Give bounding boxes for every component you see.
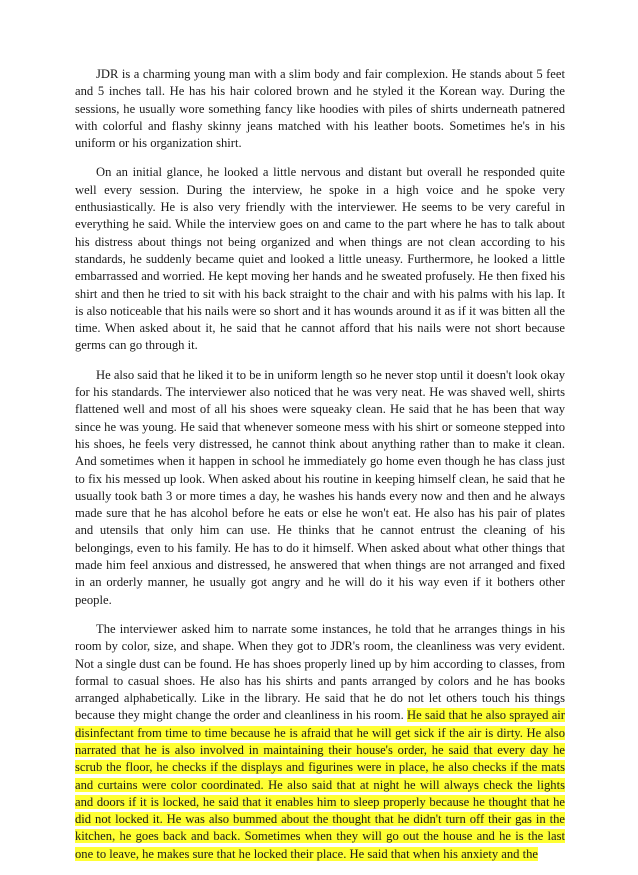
paragraph-appearance: JDR is a charming young man with a slim body and fair complexion. He stands about 5 feet and 5 inches tall. He has his hair colored brown and he styled it the Korean way. During the sessions, he usually wore something fancy like hoodies with piles of shirts underneath patnered with colorful and flashy skinny jeans matched with his leather boots. Sometimes he's in his uniform or his organization shirt. (75, 67, 565, 151)
paragraph-behavior: On an initial glance, he looked a little nervous and distant but overall he responded quite well every session. During the interview, he spoke in a high voice and he spoke very enthusiastically. He is also very friendly with the interviewer. He seems to be very careful in everything he said. While the interview goes on and came to the part where he has to talk about his distress about things not being organized and when things are not clean according to his standards, he suddenly became quiet and looked a little uneasy. Furthermore, he looked a little embarrassed and worried. He kept moving her hands and he sweated profusely. He then fixed his shirt and then he tried to sit with his back straight to the chair and with his palms with his lap. It is also noticeable that his nails were so short and it has wounds around it as if it was bitten all the time. When asked about it, he said that he cannot afford that his nails were not short because germs can go through it. (75, 165, 565, 353)
highlighted-text: He said that he also sprayed air disinfectant from time to time because he is afraid that he will get sick if the air is dirty. He also narrated that he is also involved in maintaining their house's order, he said that every day he scrub the floor, he checks if the displays and figurines were in place, he also checks if the mats and curtains were color coordinated. He also said that at night he will always check the lights and doors if it is locked, he said that it enables him to sleep properly because he thought that he did not locked it. He was also bummed about the thought that he didn't turn off their gas in the kitchen, he goes back and back. Sometimes when they will go out the house and he is the last one to leave, he makes sure that he locked their place. He said that when his anxiety and the (75, 708, 565, 861)
paragraph-room-order-text: The interviewer asked him to narrate some instances, he told that he arranges things in his room by color, size, and shape. When they got to JDR's room, the cleanliness was very evident. Not a single dust can be found. He has shoes properly lined up by him according to classes, from formal to casual shoes. He also has his shirts and pants arranged by colors and he has books arranged alphabetically. Like in the library. He said that he do not let others touch his things because they might change the order and cleanliness in his room. (75, 621, 565, 723)
paragraph-room-order (75, 621, 565, 863)
document-body (75, 66, 565, 875)
paragraph-neatness: He also said that he liked it to be in uniform length so he never stop until it doesn't look okay for his standards. The interviewer also noticed that he was very neat. He was shaved well, shirts flattened well and most of all his shoes were squeaky clean. He said that he has been that way since he was young. He said that whenever someone mess with his shirt or someone stepped into his shoes, he feels very distressed, he cannot think about anything rather than to make it clean. And sometimes when it happen in school he immediately go home even though he has class just to fix his messed up look. When asked about his routine in keeping himself clean, he said that he usually took bath 3 or more times a day, he washes his hands every now and then and he always made sure that he has alcohol before he eats or else he won't eat. He also has his pair of plates and utensils that only him can use. He thinks that he cannot entrust the cleaning of his belongings, even to his family. He has to do it himself. When asked about what other things that made him feel anxious and distressed, he answered that when things are not arranged and fixed in an orderly manner, he usually got angry and he will do it his way even if it bothers other people. (75, 367, 565, 607)
